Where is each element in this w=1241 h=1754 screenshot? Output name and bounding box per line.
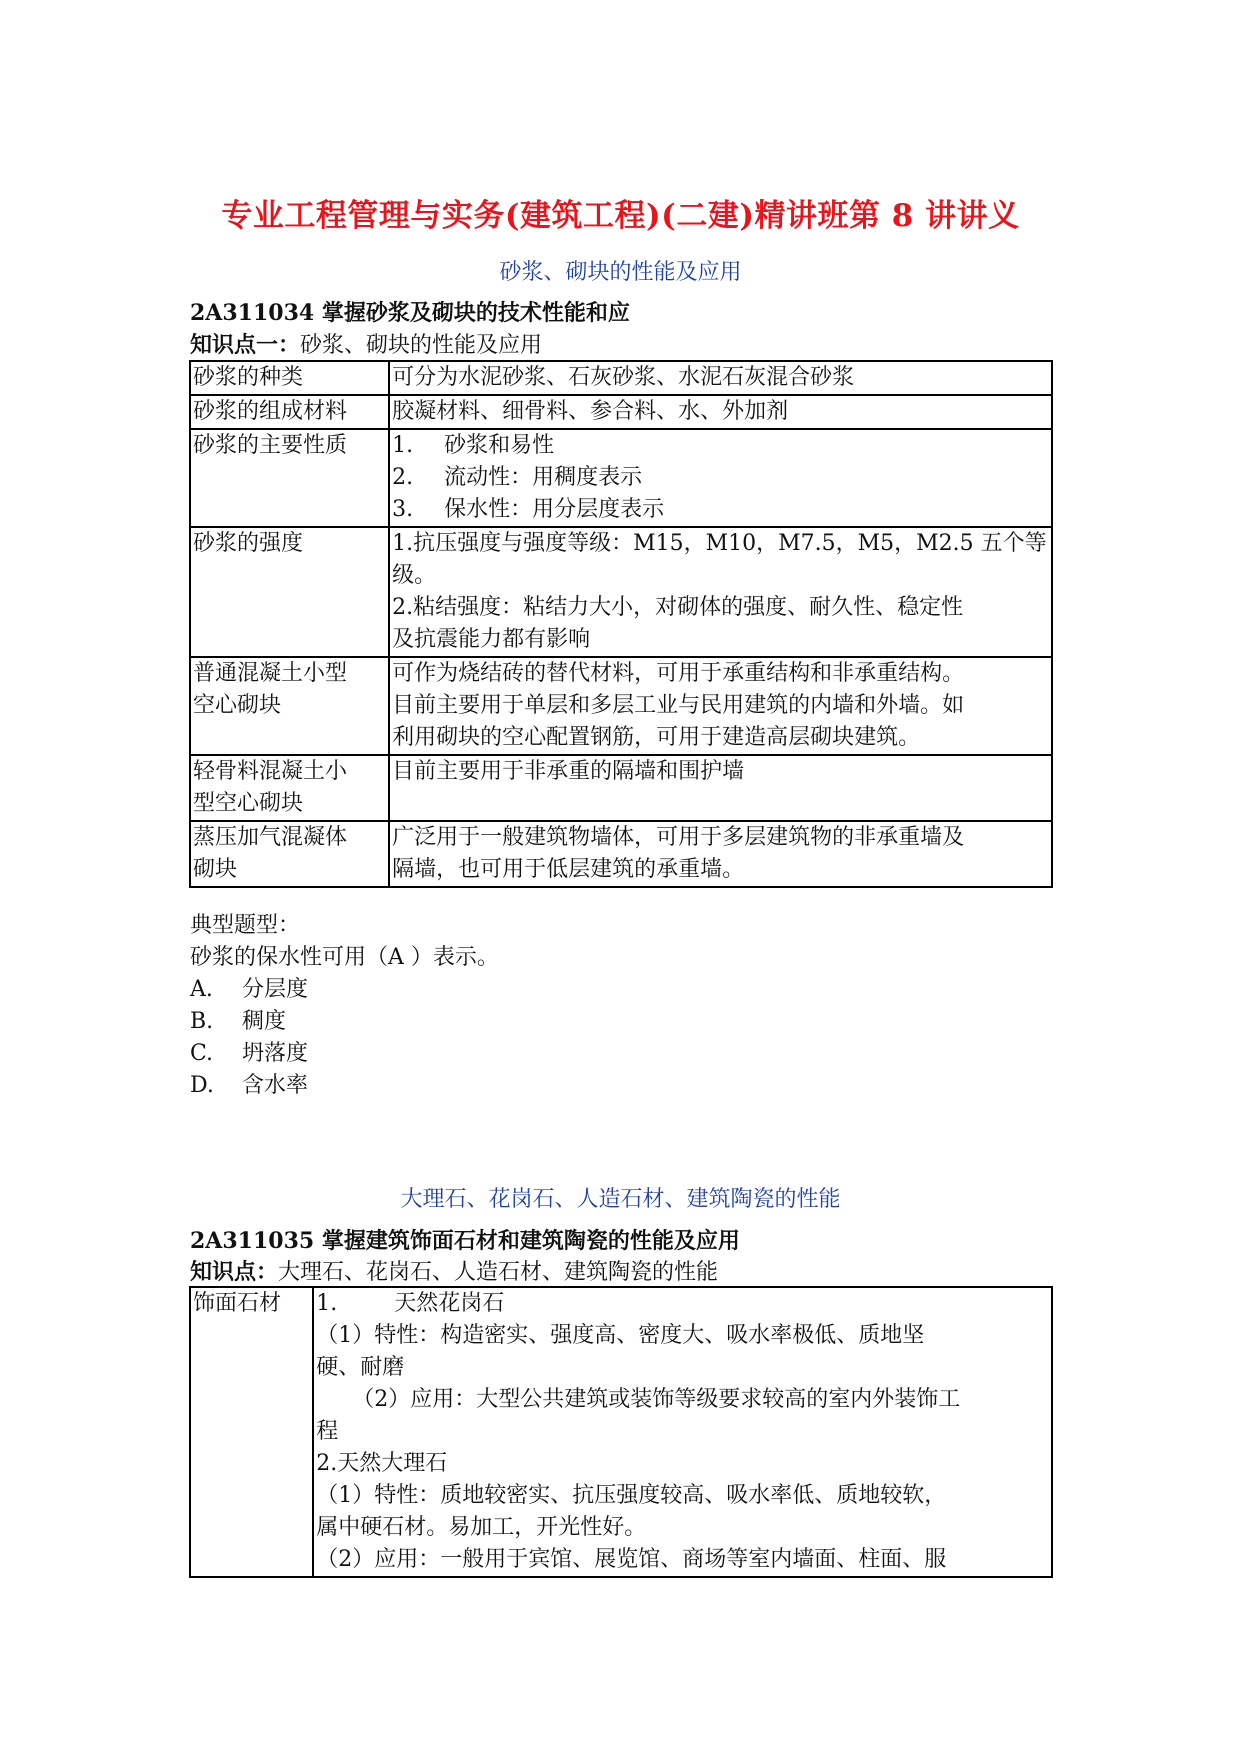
table-row bbox=[190, 1287, 1052, 1577]
section2-code-title: 2A311035 掌握建筑饰面石材和建筑陶瓷的性能及应用 bbox=[190, 1228, 740, 1254]
table-row bbox=[190, 361, 1052, 395]
row-label: 蒸压加气混凝体 砌块 bbox=[190, 821, 389, 887]
kp-text: 砂浆、砌块的性能及应用 bbox=[300, 333, 543, 358]
section1-code-title: 2A311034 掌握砂浆及砌块的技术性能和应 bbox=[190, 300, 630, 326]
row-label: 砂浆的主要性质 bbox=[190, 429, 389, 527]
section1-knowledge-point bbox=[190, 328, 542, 359]
row-content: 可作为烧结砖的替代材料，可用于承重结构和非承重结构。 目前主要用于单层和多层工业与民用建筑的内墙和外墙。如 利用砌块的空心配置钢筋，可用于建造高层砌块建筑。 bbox=[389, 657, 1052, 755]
row-content: 1.抗压强度与强度等级：M15，M10，M7.5，M5，M2.5 五个等 级。 2.粘结强度：粘结力大小，对砌体的强度、耐久性、稳定性 及抗震能力都有影响 bbox=[389, 527, 1052, 657]
exam-label: 典型题型： bbox=[190, 913, 301, 938]
table-row bbox=[190, 429, 1052, 527]
kp-label: 知识点： bbox=[190, 1259, 279, 1285]
section2-knowledge-point bbox=[190, 1255, 718, 1286]
table-row bbox=[190, 657, 1052, 755]
exam-option-b: B. 稠度 bbox=[190, 1009, 287, 1034]
exam-option-c: C. 坍落度 bbox=[190, 1041, 309, 1066]
table-row bbox=[190, 527, 1052, 657]
row-label: 轻骨料混凝土小 型空心砌块 bbox=[190, 755, 389, 821]
exam-option-d: D. 含水率 bbox=[190, 1073, 309, 1098]
mortar-block-table bbox=[189, 360, 1053, 888]
row-content bbox=[389, 429, 1052, 527]
row-content: 1. 天然花岗石 （1）特性：构造密实、强度高、密度大、吸水率极低、质地坚 硬、耐磨 （2）应用：大型公共建筑或装饰等级要求较高的室内外装饰工 程 2.天然大理石 （1）特性：质地较密实、抗压强度较高、吸水率低、质地较软， 属中硬石材。易加工，开光性好。 （2）应用：一般用于宾馆、展览馆、商场等室内墙面、柱面、服 bbox=[313, 1287, 1052, 1577]
row-content: 胶凝材料、细骨料、参合料、水、外加剂 bbox=[389, 395, 1052, 429]
document-title: 专业工程管理与实务(建筑工程)(二建)精讲班第 8 讲讲义 bbox=[221, 198, 1020, 234]
table-row bbox=[190, 755, 1052, 821]
list-item: 3. 保水性：用分层度表示 bbox=[392, 497, 665, 522]
row-label: 饰面石材 bbox=[190, 1287, 313, 1577]
row-label: 砂浆的组成材料 bbox=[190, 395, 389, 429]
table-row bbox=[190, 395, 1052, 429]
stone-ceramic-table bbox=[189, 1286, 1053, 1578]
kp-text: 大理石、花岗石、人造石材、建筑陶瓷的性能 bbox=[278, 1260, 719, 1285]
exam-question: 砂浆的保水性可用（A ）表示。 bbox=[190, 945, 499, 970]
kp-label: 知识点一： bbox=[190, 332, 301, 358]
table-row bbox=[190, 821, 1052, 887]
exam-section bbox=[190, 910, 499, 1102]
list-item: 1. 砂浆和易性 bbox=[392, 433, 555, 458]
section2-heading: 大理石、花岗石、人造石材、建筑陶瓷的性能 bbox=[400, 1187, 841, 1212]
row-label: 砂浆的种类 bbox=[190, 361, 389, 395]
row-label: 砂浆的强度 bbox=[190, 527, 389, 657]
row-content: 目前主要用于非承重的隔墙和围护墙 bbox=[389, 755, 1052, 821]
list-item: 2. 流动性：用稠度表示 bbox=[392, 465, 643, 490]
exam-option-a: A. 分层度 bbox=[190, 977, 309, 1002]
row-content: 可分为水泥砂浆、石灰砂浆、水泥石灰混合砂浆 bbox=[389, 361, 1052, 395]
section1-heading: 砂浆、砌块的性能及应用 bbox=[499, 260, 742, 285]
row-label: 普通混凝土小型 空心砌块 bbox=[190, 657, 389, 755]
row-content: 广泛用于一般建筑物墙体，可用于多层建筑物的非承重墙及 隔墙，也可用于低层建筑的承重墙。 bbox=[389, 821, 1052, 887]
